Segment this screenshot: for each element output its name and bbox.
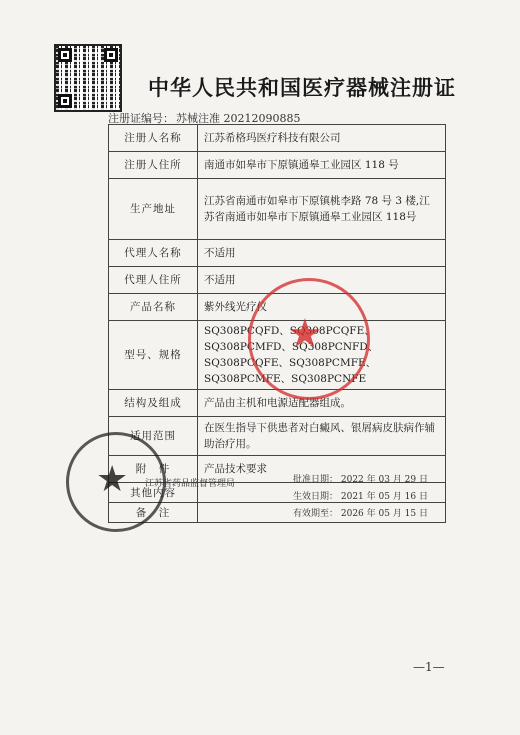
- row-label: 适用范围: [109, 417, 198, 456]
- certificate-number-label: 注册证编号：: [108, 112, 174, 125]
- row-label: 附 件: [109, 456, 198, 483]
- qr-code: [56, 46, 120, 110]
- row-value: 紫外线光疗仪: [198, 294, 446, 321]
- row-value: 南通市如皋市下原镇通皋工业园区 118 号: [198, 152, 446, 179]
- row-value: SQ308PCQFD、SQ308PCQFE、SQ308PCMFD、SQ308PCNFD、SQ308PCQFE、SQ308PCMFE、SQ308PCMFE、SQ308PCNFE: [198, 321, 446, 390]
- row-label: 注册人住所: [109, 152, 198, 179]
- issuing-authority: 江苏省药品监督管理局: [145, 479, 236, 489]
- row-value: 不适用: [198, 240, 446, 267]
- row-value: 江苏希格玛医疗科技有限公司: [198, 125, 446, 152]
- row-label: 生产地址: [109, 179, 198, 240]
- row-value: 产品技术要求: [198, 456, 446, 483]
- star-icon: ★: [287, 311, 323, 357]
- row-value: 产品由主机和电源适配器组成。: [198, 390, 446, 417]
- certificate-number-value: 苏械注准 20212090885: [176, 112, 301, 125]
- row-label: 型号、规格: [109, 321, 198, 390]
- table-row: [109, 417, 446, 456]
- dates-block: [293, 472, 428, 523]
- issue-date: 生效日期： 2021 年 05 月 16 日: [293, 492, 428, 502]
- approval-date: 批准日期： 2022 年 03 月 29 日: [293, 475, 428, 485]
- row-label: 代理人住所: [109, 267, 198, 294]
- star-icon: ★: [96, 459, 129, 500]
- table-row: [109, 125, 446, 152]
- row-label: 产品名称: [109, 294, 198, 321]
- expiry-date: 有效期至： 2026 年 05 月 15 日: [293, 509, 428, 519]
- row-label: 代理人名称: [109, 240, 198, 267]
- table-row: [109, 152, 446, 179]
- red-official-seal: [248, 278, 370, 400]
- row-label: 结构及组成: [109, 390, 198, 417]
- row-label: 备 注: [109, 503, 198, 523]
- document-title: 中华人民共和国医疗器械注册证: [148, 76, 456, 100]
- row-label: 其他内容: [109, 483, 198, 503]
- page-number: —1—: [413, 660, 445, 674]
- table-row: [109, 390, 446, 417]
- row-value: 江苏省南通市如皋市下原镇桃李路 78 号 3 楼,江苏省南通市如皋市下原镇通皋工业园区 118号: [198, 179, 446, 240]
- table-row: [109, 240, 446, 267]
- row-value: 在医生指导下供患者对白癜风、银屑病皮肤病作辅助治疗用。: [198, 417, 446, 456]
- row-label: 注册人名称: [109, 125, 198, 152]
- row-value: 不适用: [198, 267, 446, 294]
- table-row: [109, 179, 446, 240]
